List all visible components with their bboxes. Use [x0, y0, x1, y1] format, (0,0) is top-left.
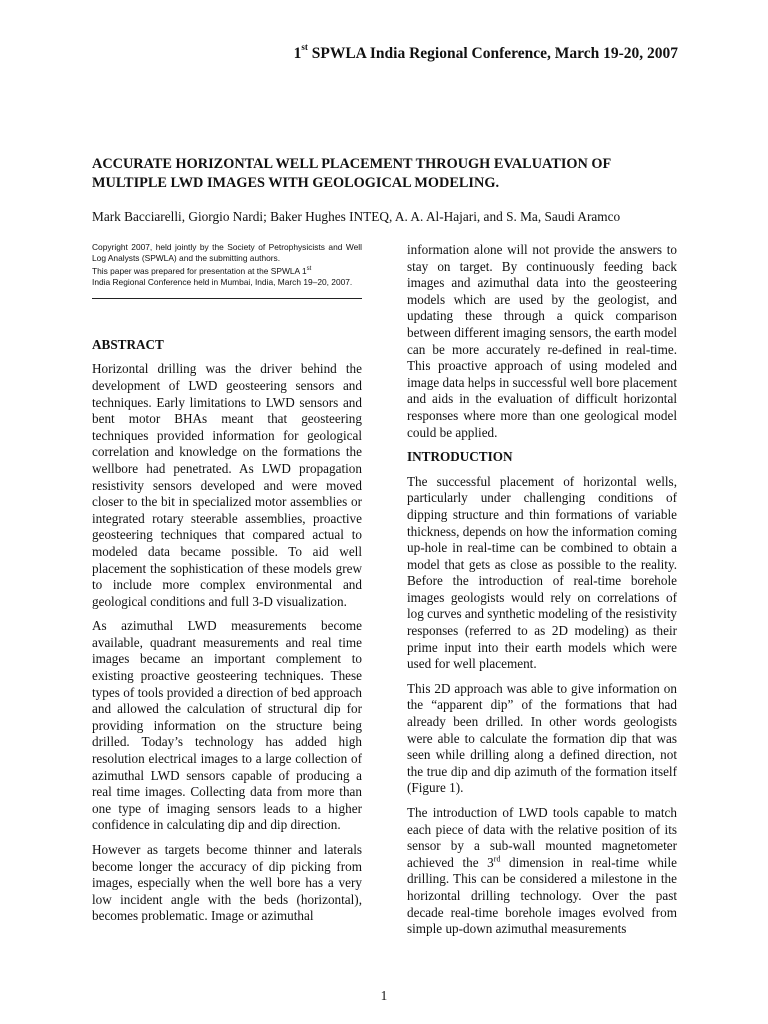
abstract-paragraph-3: However as targets become thinner and laterals become longer the accuracy of dip picking from images, especially when the well bore has a very low incident angle with the beds (horizontal), becomes problematic. Image or azimuthal [92, 842, 362, 924]
copyright-line-3: India Regional Conference held in Mumbai, India, March 19–20, 2007. [92, 276, 353, 287]
copyright-line-1: Copyright 2007, held jointly by the Society of Petrophysicists and Well Log Analysts (SPWLA) and the submitting authors. [92, 242, 362, 263]
left-column [92, 242, 362, 925]
introduction-paragraph-3-start: The introduction of LWD tools capable to match each piece of data with the relative position of its sensor by a sub-wall mounted magnetometer achieved the 3 [407, 805, 677, 870]
introduction-paragraph-2: This 2D approach was able to give information on the “apparent dip” of the formations that had already been drilled. In other words geologists were able to calculate the formation dip that was seen while drilling along a defined direction, not the true dip and dip azimuth of the formation itself (Figure 1). [407, 680, 677, 796]
introduction-heading: INTRODUCTION [407, 449, 513, 465]
copyright-notice [92, 242, 362, 288]
abstract-paragraph-1: Horizontal drilling was the driver behind the development of LWD geosteering sensors and techniques. Early limitations to LWD sensors and bent motor BHAs meant that geosteering techniques provided information for geological correlation and knowledge on the formations the wellbore had penetrated. As LWD propagation resistivity sensors developed and were moved closer to the bit in specialized motor assemblies or integrated rotary steerable assemblies, proactive geosteering techniques that compared actual to modeled data became possible. To aid well placement the sophistication of these models grew to include more complex environmental and geological conditions and full 3-D visualization. [92, 361, 362, 609]
introduction-paragraph-3-end: dimension in real-time while drilling. This can be considered a milestone in the horizontal drilling technology. Over the past decade real-time borehole images evolved from simple up-down azimuthal measurements [407, 854, 677, 937]
conference-name: SPWLA India Regional Conference, March 19-20, 2007 [307, 45, 678, 63]
abstract-heading: ABSTRACT [92, 336, 164, 352]
paper-title-line-1: ACCURATE HORIZONTAL WELL PLACEMENT THROUGH EVALUATION OF [92, 156, 612, 172]
introduction-paragraph-3-sup: rd [493, 854, 501, 864]
introduction-paragraph-3 [407, 805, 677, 938]
conference-ordinal-suffix: st [301, 42, 308, 52]
abstract-paragraph-4: information alone will not provide the answers to stay on target. By continuously feeding back images and azimuthal data into the geosteering models which are used by the geologist, and updating these through a quick comparison between different imaging sensors, the earth model can be more accurately re-defined in real-time. This proactive approach of using modeled and image data helps in successful well bore placement and aids in the evaluation of difficult horizontal responses where more than one geological model could be applied. [407, 242, 677, 440]
page-number: 1 [380, 988, 388, 1003]
copyright-line-2 [92, 264, 362, 277]
conference-ordinal: 1 [293, 45, 302, 63]
copyright-line-2-sup: st [306, 266, 312, 272]
paper-title [92, 155, 692, 193]
introduction-paragraph-1: The successful placement of horizontal wells, particularly under challenging conditions of dipping structure and thin formations of variable thickness, depends on how the information coming up-hole in real-time can be combined to obtain a model that gets as close as possible to the reality. Before the introduction of real-time borehole images geologists would rely on correlations of log curves and synthetic modeling of the resistivity responses (referred to as 2D modeling) as their prime input into their earth models which were used for well placement. [407, 473, 677, 672]
abstract-paragraph-2: As azimuthal LWD measurements become available, quadrant measurements and real time images became an important complement to existing proactive geosteering techniques. These types of tools provided a direction of bed approach and allowed the calculation of structural dip for providing information on the structure being drilled. Today’s technology has added high resolution electrical images to a large collection of azimuthal LWD sensors capable of producing a real time images. Collecting data from more than one type of imaging sensors leads to a higher confidence in calculating dip and dip direction. [92, 618, 362, 833]
paper-authors: Mark Bacciarelli, Giorgio Nardi; Baker Hughes INTEQ, A. A. Al-Hajari, and S. Ma, Saudi Aramco [92, 209, 621, 224]
conference-header [294, 44, 678, 63]
copyright-line-2-text: This paper was prepared for presentation at the SPWLA 1 [92, 265, 307, 276]
right-column [407, 242, 677, 938]
paper-title-line-2: MULTIPLE LWD IMAGES WITH GEOLOGICAL MODELING. [92, 175, 500, 191]
